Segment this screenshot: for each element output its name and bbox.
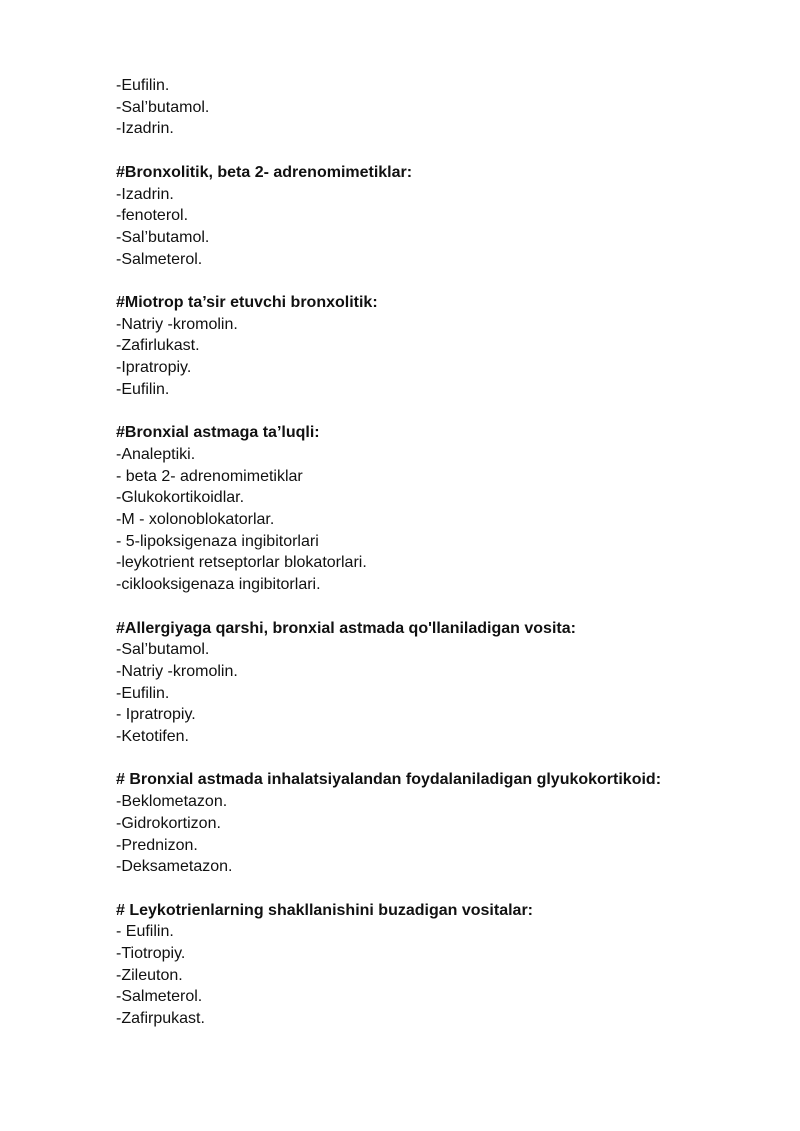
section-6 bbox=[116, 769, 740, 878]
list-item: -Sal’butamol. bbox=[116, 228, 210, 246]
section-1 bbox=[116, 75, 740, 140]
list-item: -leykotrient retseptorlar blokatorlari. bbox=[116, 554, 367, 572]
list-item: -Prednizon. bbox=[116, 836, 198, 854]
list-item: -Glukokortikoidlar. bbox=[116, 489, 245, 507]
list-item: -Izadrin. bbox=[116, 185, 174, 203]
section-3 bbox=[116, 292, 740, 401]
list-item: - beta 2- adrenomimetiklar bbox=[116, 467, 303, 485]
list-item: -Natriy -kromolin. bbox=[116, 315, 238, 333]
list-item: - 5-lipoksigenaza ingibitorlari bbox=[116, 532, 319, 550]
list-item: - Eufilin. bbox=[116, 923, 174, 941]
section-heading: # Bronxial astmada inhalatsiyalandan foydalaniladigan glyukokortikoid: bbox=[116, 771, 662, 789]
section-7 bbox=[116, 900, 740, 1030]
list-item: -Natriy -kromolin. bbox=[116, 662, 238, 680]
list-item: -Zafirlukast. bbox=[116, 337, 200, 355]
section-heading: # Leykotrienlarning shakllanishini buzadigan vositalar: bbox=[116, 901, 533, 919]
list-item: -Zafirpukast. bbox=[116, 1010, 205, 1028]
list-item: -Tiotropiy. bbox=[116, 945, 186, 963]
section-heading: #Allergiyaga qarshi, bronxial astmada qo'llaniladigan vosita: bbox=[116, 619, 576, 637]
list-item: -Sal’butamol. bbox=[116, 641, 210, 659]
list-item: -Deksametazon. bbox=[116, 858, 233, 876]
list-item: -Salmeterol. bbox=[116, 250, 203, 268]
section-2 bbox=[116, 162, 740, 271]
list-item: -Eufilin. bbox=[116, 684, 170, 702]
section-4 bbox=[116, 422, 740, 596]
list-item: -Salmeterol. bbox=[116, 988, 203, 1006]
section-5 bbox=[116, 618, 740, 748]
list-item: -Beklometazon. bbox=[116, 793, 228, 811]
section-heading: #Miotrop ta’sir etuvchi bronxolitik: bbox=[116, 294, 378, 311]
list-item: -fenoterol. bbox=[116, 207, 189, 225]
list-item: -Eufilin. bbox=[116, 77, 170, 94]
list-item: -Zileuton. bbox=[116, 966, 183, 984]
list-item: -Eufilin. bbox=[116, 380, 170, 398]
list-item: -Ketotifen. bbox=[116, 728, 189, 746]
list-item: -ciklooksigenaza ingibitorlari. bbox=[116, 576, 321, 594]
list-item: -Izadrin. bbox=[116, 120, 174, 138]
list-item: -M - xolonoblokatorlar. bbox=[116, 511, 275, 529]
list-item: - Ipratropiy. bbox=[116, 706, 196, 724]
list-item: -Ipratropiy. bbox=[116, 359, 192, 377]
list-item: -Sal’butamol. bbox=[116, 98, 210, 116]
section-heading: #Bronxial astmaga ta’luqli: bbox=[116, 424, 320, 442]
section-heading: #Bronxolitik, beta 2- adrenomimetiklar: bbox=[116, 163, 413, 181]
list-item: -Analeptiki. bbox=[116, 445, 196, 463]
list-item: -Gidrokortizon. bbox=[116, 814, 221, 832]
